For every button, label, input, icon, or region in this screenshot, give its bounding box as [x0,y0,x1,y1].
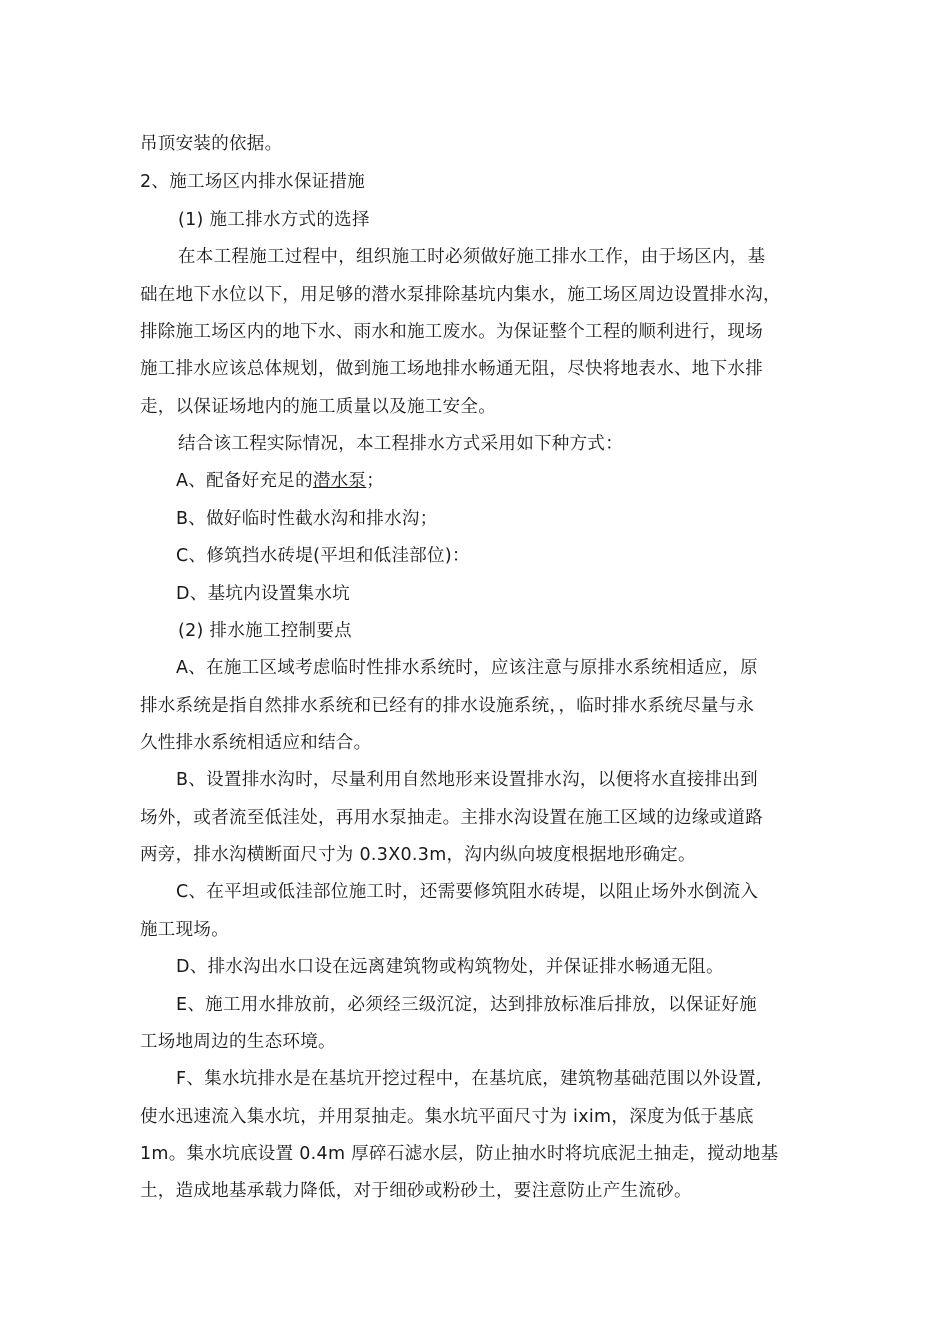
list-item: D、基坑内设置集水坑 [176,584,350,604]
paragraph-line: 施工现场。 [140,920,229,940]
paragraph-line: 使水迅速流入集水坑，并用泵抽走。集水坑平面尺寸为 ixim，深度为低于基底 [140,1107,754,1127]
list-item: C、修筑挡水砖堤(平坦和低洼部位)： [176,546,470,566]
text-line: 吊顶安装的依据。 [140,134,283,154]
paragraph-line: 工场地周边的生态环境。 [140,1032,336,1052]
list-item-text: ； [366,471,385,491]
paragraph-line: 两旁，排水沟横断面尺寸为 0.3X0.3m，沟内纵向坡度根据地形确定。 [140,845,696,865]
list-item-text: A、配备好充足的 [176,471,313,491]
paragraph-line: 在本工程施工过程中，组织施工时必须做好施工排水工作，由于场区内，基 [178,247,766,267]
paragraph-line: F、集水坑排水是在基坑开挖过程中，在基坑底，建筑物基础范围以外设置, [176,1069,762,1089]
paragraph-line: 久性排水系统相适应和结合。 [140,733,372,753]
paragraph-line: 施工排水应该总体规划，做到施工场地排水畅通无阻，尽快将地表水、地下水排 [140,359,763,379]
paragraph-line: A、在施工区域考虑临时性排水系统时，应该注意与原排水系统相适应，原 [176,658,758,678]
paragraph-line: 础在地下水位以下，用足够的潜水泵排除基坑内集水，施工场区周边设置排水沟， [140,285,781,305]
paragraph-line: C、在平坦或低洼部位施工时，还需要修筑阻水砖堤，以阻止场外水倒流入 [176,882,759,902]
paragraph-line: 1m。集水坑底设置 0.4m 厚碎石滤水层，防止抽水时将坑底泥土抽走，搅动地基 [140,1144,779,1164]
underlined-term: 潜水泵 [312,471,367,491]
paragraph-line: 排除施工场区内的地下水、雨水和施工废水。为保证整个工程的顺利进行，现场 [140,322,763,342]
paragraph-line: B、设置排水沟时，尽量利用自然地形来设置排水沟，以便将水直接排出到 [176,770,758,790]
subsection-heading: (2) 排水施工控制要点 [178,621,352,641]
section-heading: 2、施工场区内排水保证措施 [140,172,366,192]
paragraph-line: 场外，或者流至低洼处，再用水泵抽走。主排水沟设置在施工区域的边缘或道路 [140,808,763,828]
paragraph-line: D、排水沟出水口设在远离建筑物或构筑物处，并保证排水畅通无阻。 [176,957,724,977]
list-item [176,469,384,493]
subsection-heading: (1) 施工排水方式的选择 [178,210,370,230]
list-item: B、做好临时性截水沟和排水沟； [176,509,438,529]
paragraph-line: E、施工用水排放前，必须经三级沉淀，达到排放标准后排放，以保证好施 [176,995,757,1015]
paragraph-line: 土，造成地基承载力降低，对于细砂或粉砂土，要注意防止产生流砂。 [140,1181,692,1201]
paragraph-line: 排水系统是指自然排水系统和已经有的排水设施系统，，临时排水系统尽量与永 [140,696,755,716]
paragraph-line: 结合该工程实际情况，本工程排水方式采用如下种方式： [178,434,623,454]
paragraph-line: 走，以保证场地内的施工质量以及施工安全。 [140,397,496,417]
